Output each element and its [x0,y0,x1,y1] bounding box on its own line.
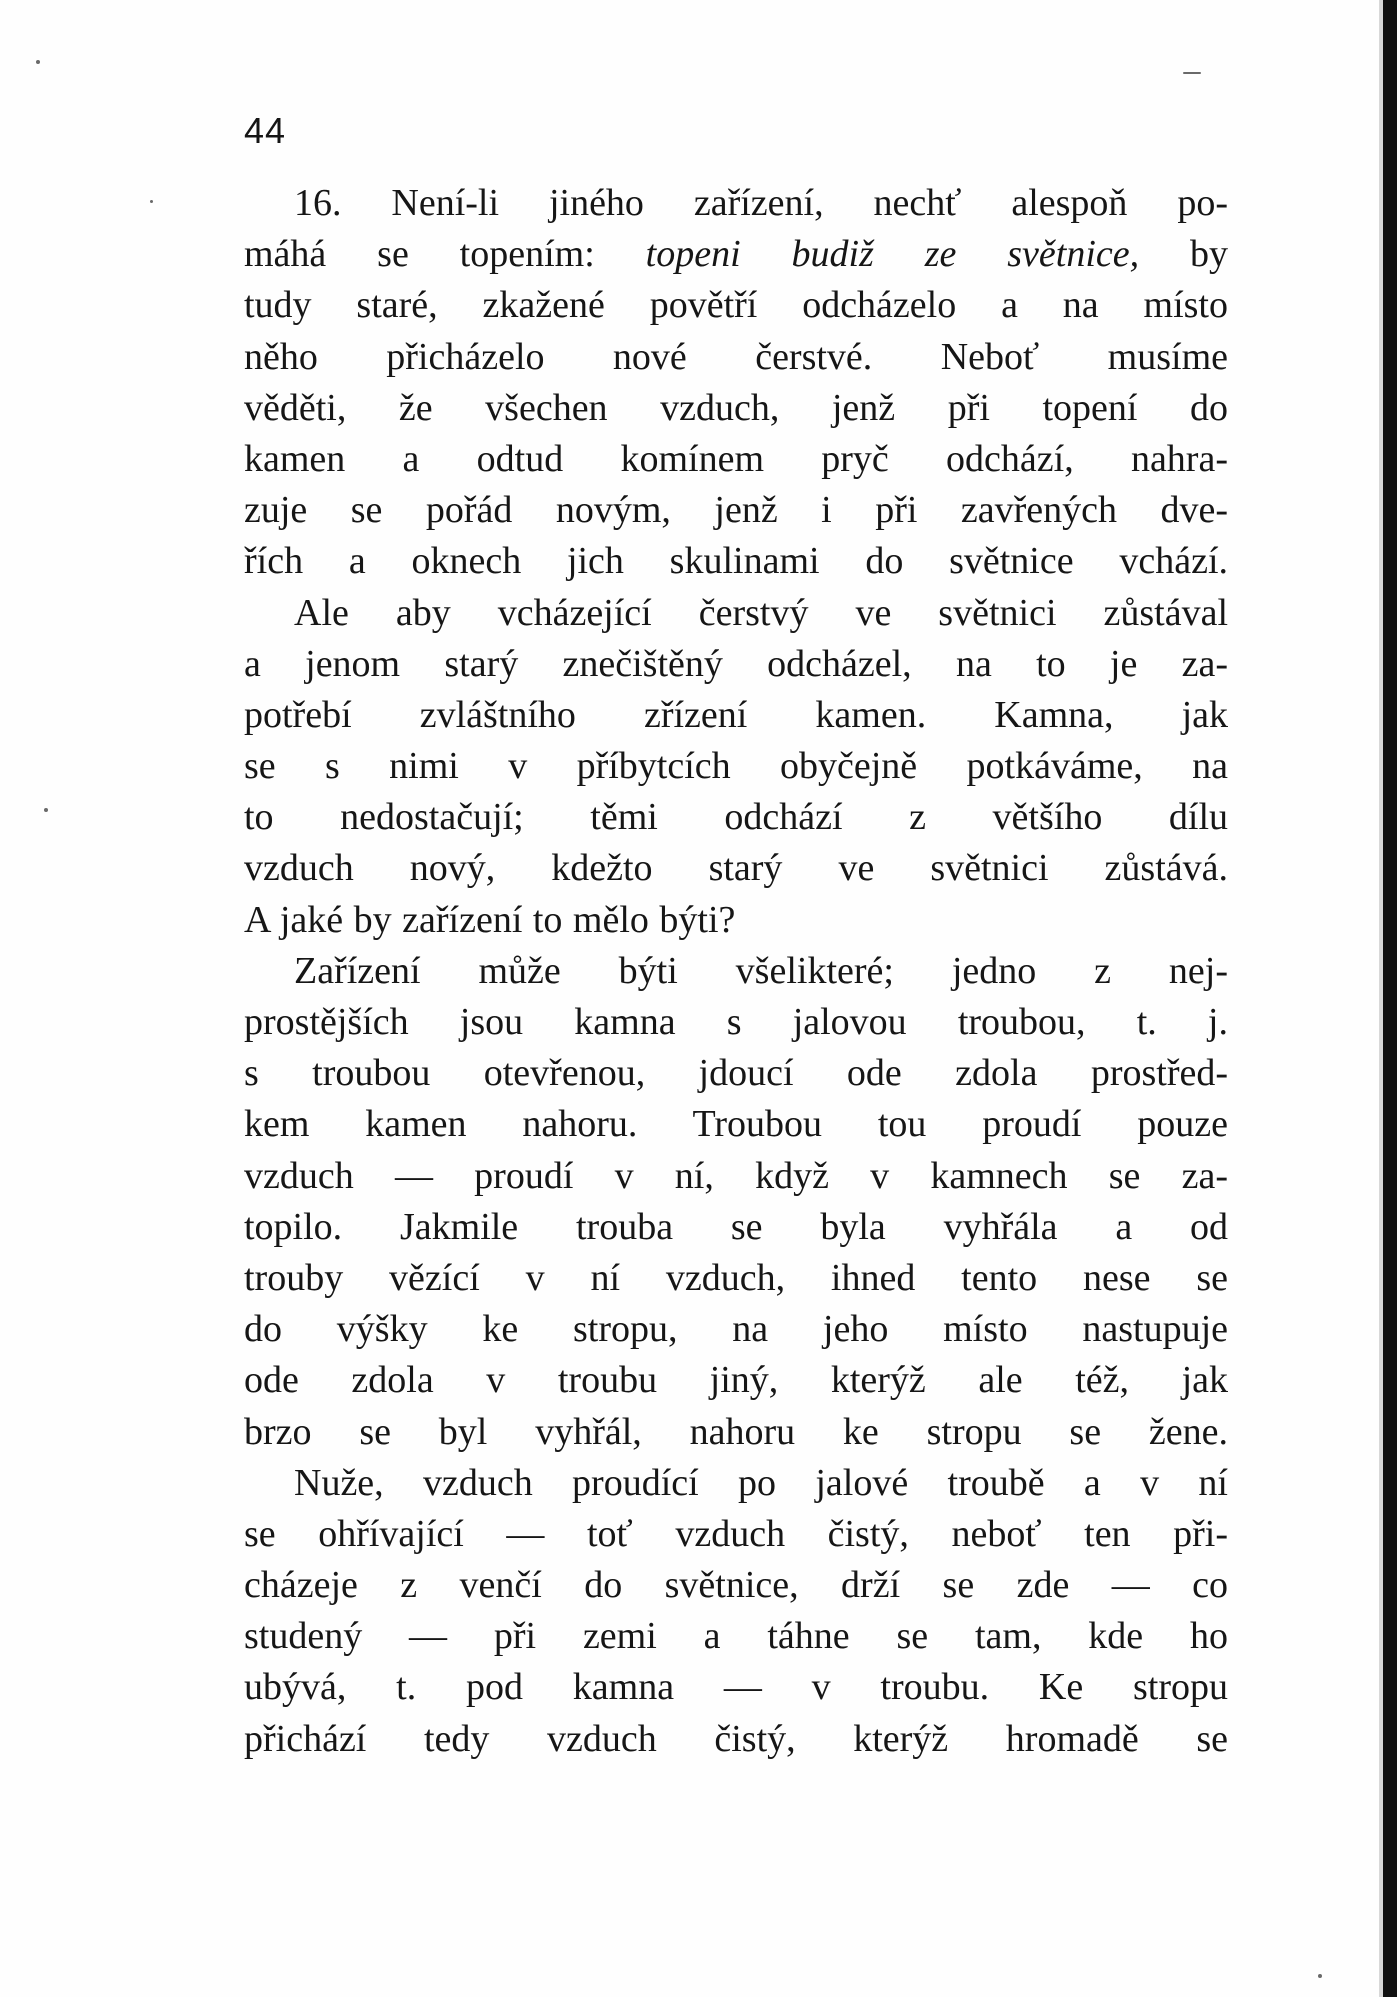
text-line [244,792,1228,843]
text-line [244,1560,1228,1611]
text-line [244,997,1228,1048]
scan-speck [1183,72,1201,74]
text-run: to nedostačují; těmi odchází z většího dílu [244,796,1228,839]
text-line [244,1355,1228,1406]
text-line [244,280,1228,331]
text-run: potřebí zvláštního zřízení kamen. Kamna, jak [244,693,1228,736]
text-line [244,383,1228,434]
text-line [244,434,1228,485]
text-run: přichází tedy vzduch čistý, kterýž hromadě se [244,1717,1228,1760]
text-run: vzduch — proudí v ní, když v kamnech se za- [244,1154,1228,1197]
text-run: zuje se pořád novým, jenž i při zavřených dve- [244,489,1228,532]
text-line [244,1662,1228,1713]
text-line [244,1253,1228,1304]
text-line [244,229,1228,280]
scan-speck [1318,1974,1322,1978]
text-line [244,843,1228,894]
text-line [244,946,1228,997]
text-line [244,1611,1228,1662]
text-line [244,1407,1228,1458]
text-run: řích a oknech jich skulinami do světnice vchází. [244,540,1228,583]
body-text [244,178,1228,1765]
text-run: topilo. Jakmile trouba se byla vyhřála a od [244,1205,1228,1248]
text-run: a jenom starý znečištěný odcházel, na to je za- [244,642,1228,685]
text-run: 16. Není-li jiného zařízení, nechť alespoň po- [294,182,1228,224]
text-run: ubývá, t. pod kamna — v troubu. Ke stropu [244,1666,1228,1709]
text-run: brzo se byl vyhřál, nahoru ke stropu se žene. [244,1410,1228,1453]
text-run: Ale aby vcházející čerstvý ve světnici zůstával [294,591,1228,634]
italic-phrase: topeni budiž ze světnice, [645,233,1140,276]
text-run: něho přicházelo nové čerstvé. Neboť musíme [244,335,1228,378]
text-run: kem kamen nahoru. Troubou tou proudí pouze [244,1103,1228,1146]
text-run: věděti, že všechen vzduch, jenž při topení do [244,386,1228,429]
scan-speck [150,200,153,203]
text-run: se s nimi v příbytcích obyčejně potkáváme, na [244,745,1228,788]
text-run: se ohřívající — toť vzduch čistý, neboť ten při- [244,1512,1228,1555]
text-line [244,178,1228,229]
text-line [244,536,1228,587]
text-line [244,1509,1228,1560]
text-run: do výšky ke stropu, na jeho místo nastupuje [244,1308,1228,1351]
text-run: ode zdola v troubu jiný, kterýž ale též, jak [244,1359,1228,1402]
text-run: A jaké by zařízení to mělo býti? [244,898,736,941]
text-run: Zařízení může býti všelikteré; jedno z nej- [294,949,1228,992]
text-run: vzduch nový, kdežto starý ve světnici zůstává. [244,847,1228,890]
text-line [244,895,1228,946]
text-line [244,690,1228,741]
text-line [244,332,1228,383]
text-run: Nuže, vzduch proudící po jalové troubě a v ní [294,1461,1228,1504]
text-line [244,1304,1228,1355]
text-line [244,1048,1228,1099]
text-run: cházeje z venčí do světnice, drží se zde — co [244,1564,1228,1607]
text-run: studený — při zemi a táhne se tam, kde ho [244,1615,1228,1658]
text-run: s troubou otevřenou, jdoucí ode zdola prostřed- [244,1052,1228,1095]
text-line [244,1099,1228,1150]
text-line [244,485,1228,536]
text-line [244,1202,1228,1253]
text-line [244,1458,1228,1509]
text-line [244,639,1228,690]
text-line [244,1714,1228,1765]
text-run: tudy staré, zkažené povětří odcházelo a na místo [244,284,1228,327]
text-run: by [1139,233,1228,276]
page-number: 44 [244,110,287,151]
text-run: kamen a odtud komínem pryč odchází, nahra- [244,437,1228,480]
text-line [244,1151,1228,1202]
scan-speck [44,808,48,812]
text-run: trouby vězící v ní vzduch, ihned tento nese se [244,1256,1228,1299]
scan-border [1383,0,1397,1997]
scan-speck [36,60,40,64]
text-run: máhá se topením: [244,233,646,276]
text-line [244,741,1228,792]
text-run: prostějších jsou kamna s jalovou troubou, t. j. [244,1001,1228,1043]
text-line [244,588,1228,639]
